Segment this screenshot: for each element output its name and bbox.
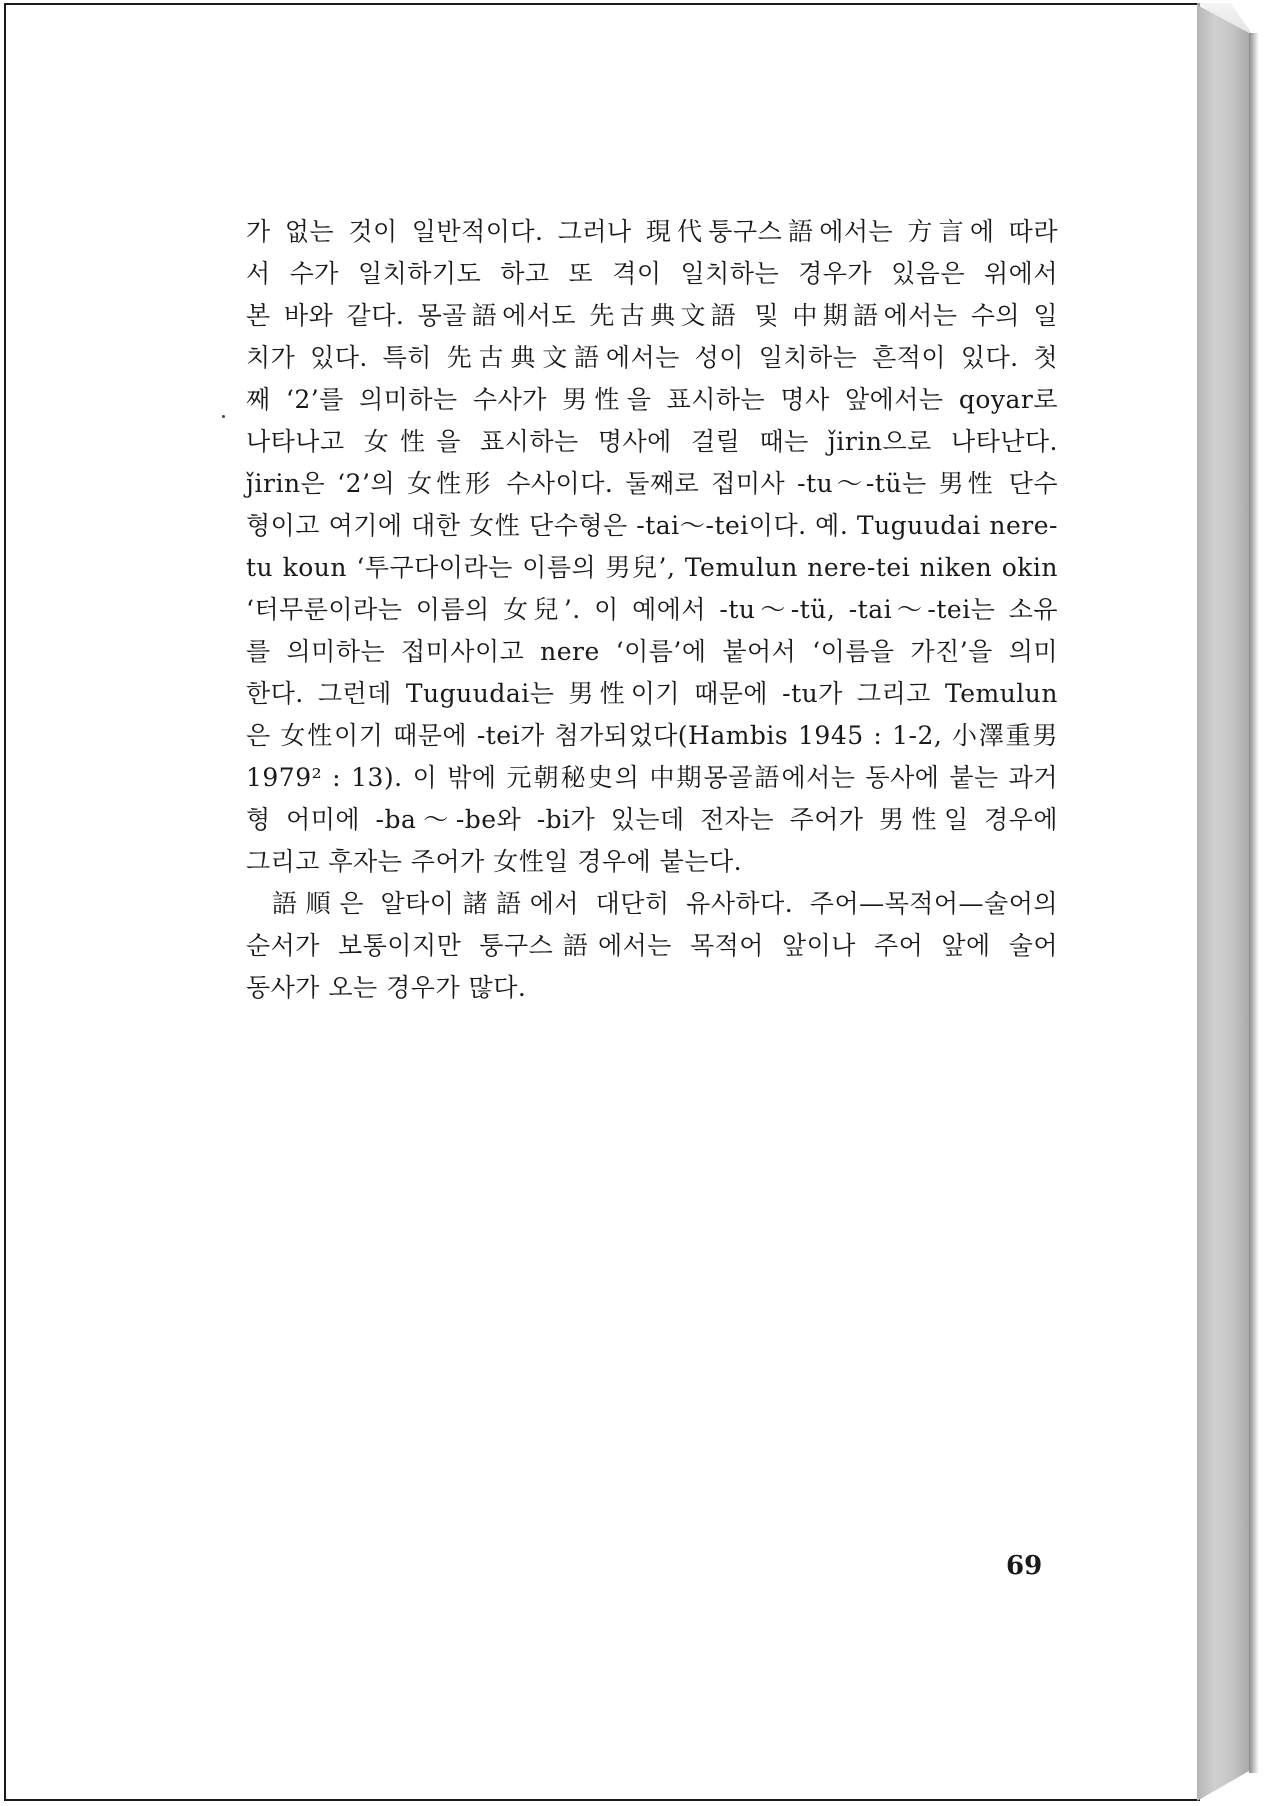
text-line: ǰirin은 ‘2’의 女性形 수사이다. 둘째로 접미사 -tu～-tü는 男性 단수 <box>246 469 1058 498</box>
page-stack-shadow <box>1249 33 1259 1773</box>
text-line: 1979² : 13). 이 밖에 元朝秘史의 中期몽골語에서는 동사에 붙는 과거 <box>246 763 1058 792</box>
page-number: 69 <box>1006 1551 1043 1581</box>
text-line: 를 의미하는 접미사이고 nere ‘이름’에 붙어서 ‘이름을 가진’을 의미 <box>246 637 1058 666</box>
text-line: 형이고 여기에 대한 女性 단수형은 -tai～-tei이다. 예. Tuguudai nere- <box>246 511 1058 540</box>
text-line: ‘터무룬이라는 이름의 女兒’. 이 예에서 -tu～-tü, -tai～-tei는 소유 <box>246 595 1058 624</box>
text-line: 치가 있다. 특히 先古典文語에서는 성이 일치하는 흔적이 있다. 첫 <box>246 343 1058 372</box>
page-stack-side-edge <box>1197 5 1249 1801</box>
text-line: 서 수가 일치하기도 하고 또 격이 일치하는 경우가 있음은 위에서 <box>246 259 1058 288</box>
text-line: 語順은 알타이諸語에서 대단히 유사하다. 주어—목적어—술어의 <box>272 889 1058 918</box>
text-line: 순서가 보통이지만 퉁구스語에서는 목적어 앞이나 주어 앞에 술어 <box>246 931 1058 960</box>
text-line: 은 女性이기 때문에 -tei가 첨가되었다(Hambis 1945 : 1-2, 小澤重男 <box>246 721 1058 750</box>
text-line: 그리고 후자는 주어가 女性일 경우에 붙는다. <box>246 847 743 876</box>
text-line: 가 없는 것이 일반적이다. 그러나 現代퉁구스語에서는 方言에 따라 <box>246 217 1058 246</box>
text-line: 나타나고 女性을 표시하는 명사에 걸릴 때는 ǰirin으로 나타난다. <box>246 427 1058 456</box>
book-page <box>4 3 1200 1801</box>
paragraph-2 <box>246 883 1058 1009</box>
text-line: 형 어미에 -ba～-be와 -bi가 있는데 전자는 주어가 男性일 경우에 <box>246 805 1058 834</box>
body-text <box>246 211 1058 1009</box>
ink-speck <box>222 415 225 418</box>
text-line: 한다. 그런데 Tuguudai는 男性이기 때문에 -tu가 그리고 Temulun <box>246 679 1058 708</box>
text-line: 째 ‘2’를 의미하는 수사가 男性을 표시하는 명사 앞에서는 qoyar로 <box>246 385 1058 414</box>
text-line: 본 바와 같다. 몽골語에서도 先古典文語 및 中期語에서는 수의 일 <box>246 301 1058 330</box>
paragraph-1 <box>246 211 1058 883</box>
text-line: 동사가 오는 경우가 많다. <box>246 973 527 1002</box>
text-line: tu koun ‘투구다이라는 이름의 男兒’, Temulun nere-tei niken okin <box>246 553 1058 582</box>
